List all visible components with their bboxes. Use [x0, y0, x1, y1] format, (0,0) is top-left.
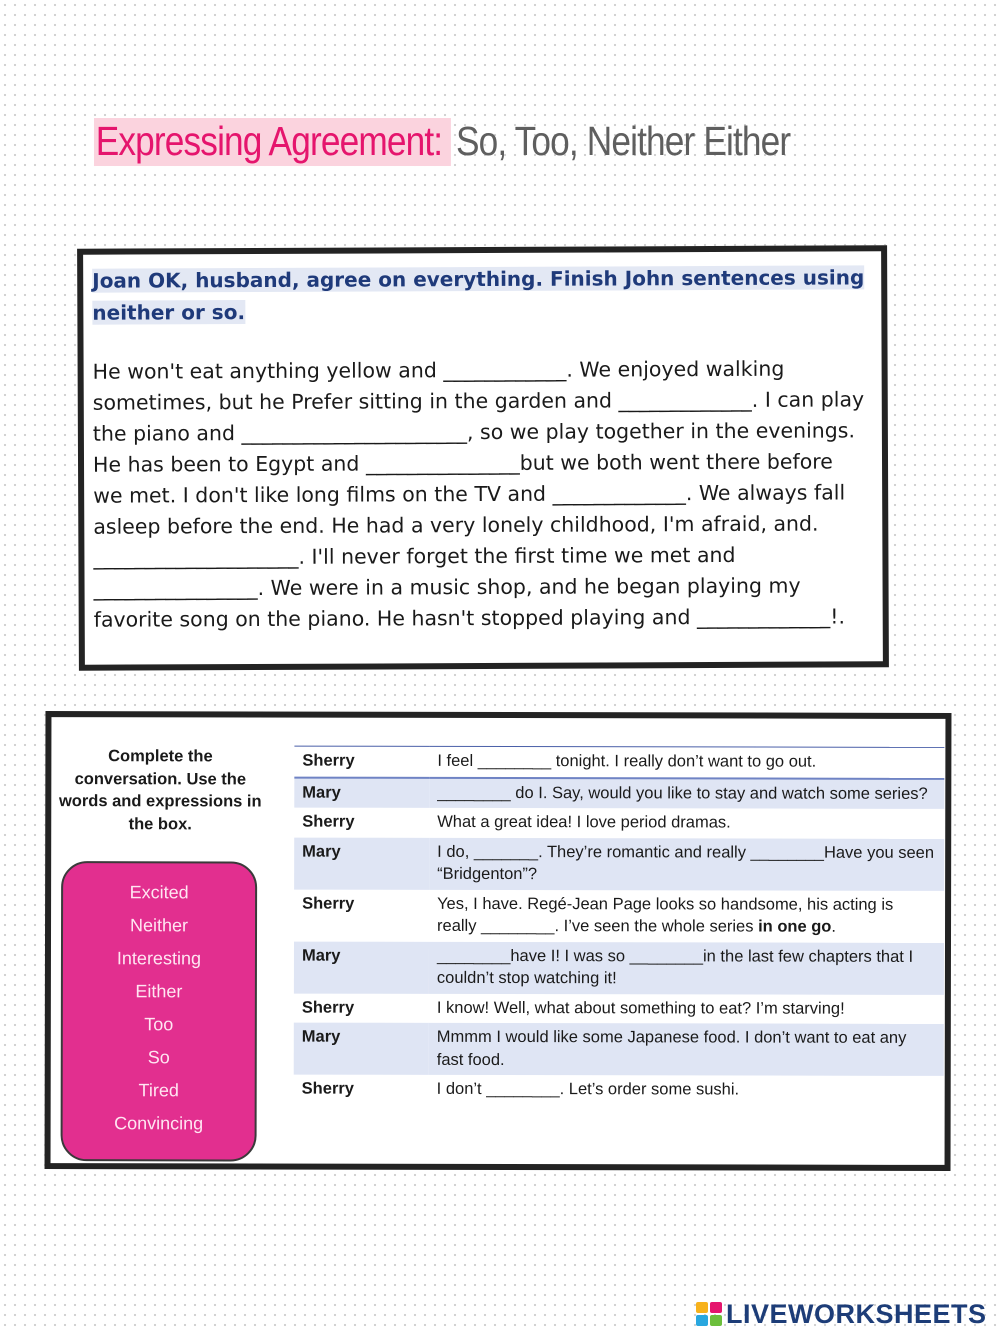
conversation-row	[294, 993, 944, 1024]
exercise-1-passage: He won't eat anything yellow and ____________. We enjoyed walking sometimes, but he Prefer sitting in the garden and _____________. I can play the piano and ______________________, so we play together in the evenings. He has been to Egypt and _______________but we both went there before we met. I don't like long films on the TV and _____________. We always fall asleep before the end. He had a very lonely childhood, I'm afraid, and. ____________________. I'll never forget the first time we met and ________________. We were in a music shop, and he began playing my favorite song on the piano. He hasn't stopped playing and _____________!.	[92, 356, 865, 632]
logo-block	[710, 1302, 722, 1313]
word-box-item: Tired	[138, 1080, 179, 1101]
word-box-item: Either	[135, 981, 183, 1002]
conversation-line: Yes, I have. Regé-Jean Page looks so handsome, his acting is really ________. I’ve seen the whole series	[437, 894, 894, 936]
word-box-item: Too	[144, 1014, 174, 1035]
conversation-row	[294, 889, 944, 942]
conversation-row	[294, 746, 944, 778]
conversation-row	[294, 837, 944, 890]
logo-block	[696, 1315, 708, 1326]
speaker-name: Sherry	[302, 894, 355, 913]
page-title	[94, 118, 790, 165]
word-box-item: So	[147, 1047, 170, 1068]
word-box-item: Neither	[129, 915, 189, 936]
title-subtitle: So, Too, Neither Either	[455, 118, 791, 164]
conversation-line: ________have I! I was so ________in the last few chapters that I couldn’t stop watching it!	[429, 941, 944, 994]
speaker-name: Mary	[294, 837, 429, 889]
speaker-name: Sherry	[302, 812, 355, 831]
exercise-2-box	[45, 711, 952, 1171]
exercise-1-instruction	[92, 261, 867, 328]
speaker-name: Sherry	[301, 1079, 354, 1098]
conversation-table	[294, 746, 945, 1106]
conversation-line: What a great idea! I love period dramas.	[437, 812, 731, 832]
conversation-line-cell	[429, 889, 944, 942]
speaker-name: Mary	[294, 941, 429, 993]
conversation-line-bold: in one go	[758, 917, 832, 936]
logo-block	[696, 1302, 708, 1313]
speaker-name: Mary	[294, 777, 429, 808]
speaker-name: Mary	[294, 1023, 429, 1075]
conversation-line: I don’t ________. Let’s order some sushi.	[436, 1079, 740, 1099]
exercise-1-instruction-text: Joan OK, husband, agree on everything. Finish John sentences using neither or so.	[92, 265, 865, 325]
conversation-row	[294, 941, 944, 994]
logo-text: LIVEWORKSHEETS	[726, 1298, 987, 1329]
conversation-row	[294, 808, 944, 839]
speaker-name: Sherry	[294, 746, 429, 777]
conversation-line: I do, _______. They’re romantic and really ________Have you seen “Bridgenton”?	[429, 837, 944, 890]
logo-blocks-icon	[696, 1302, 722, 1326]
conversation-line: I know! Well, what about something to eat? I’m starving!	[436, 998, 845, 1018]
conversation-line: I feel ________ tonight. I really don’t want to go out.	[429, 746, 944, 778]
speaker-name: Sherry	[301, 998, 355, 1017]
conversation-row	[294, 1023, 944, 1076]
conversation-row	[294, 777, 944, 809]
conversation-row	[294, 1075, 944, 1106]
exercise-2-instruction: Complete the conversation. Use the words and expressions in the box.	[58, 747, 262, 833]
word-box-item: Convincing	[114, 1113, 204, 1134]
liveworksheets-logo	[696, 1297, 987, 1331]
logo-block	[710, 1315, 722, 1326]
exercise-1-box	[77, 245, 889, 671]
conversation-line: ________ do I. Say, would you like to stay and watch some series?	[429, 777, 944, 809]
word-box-item: Excited	[129, 882, 189, 903]
word-box-item: Interesting	[116, 948, 202, 969]
conversation-line-end: .	[831, 917, 837, 936]
word-box	[61, 861, 258, 1161]
title-highlight: Expressing Agreement:	[94, 118, 451, 166]
conversation-line: Mmmm I would like some Japanese food. I don’t want to eat any fast food.	[429, 1023, 944, 1076]
